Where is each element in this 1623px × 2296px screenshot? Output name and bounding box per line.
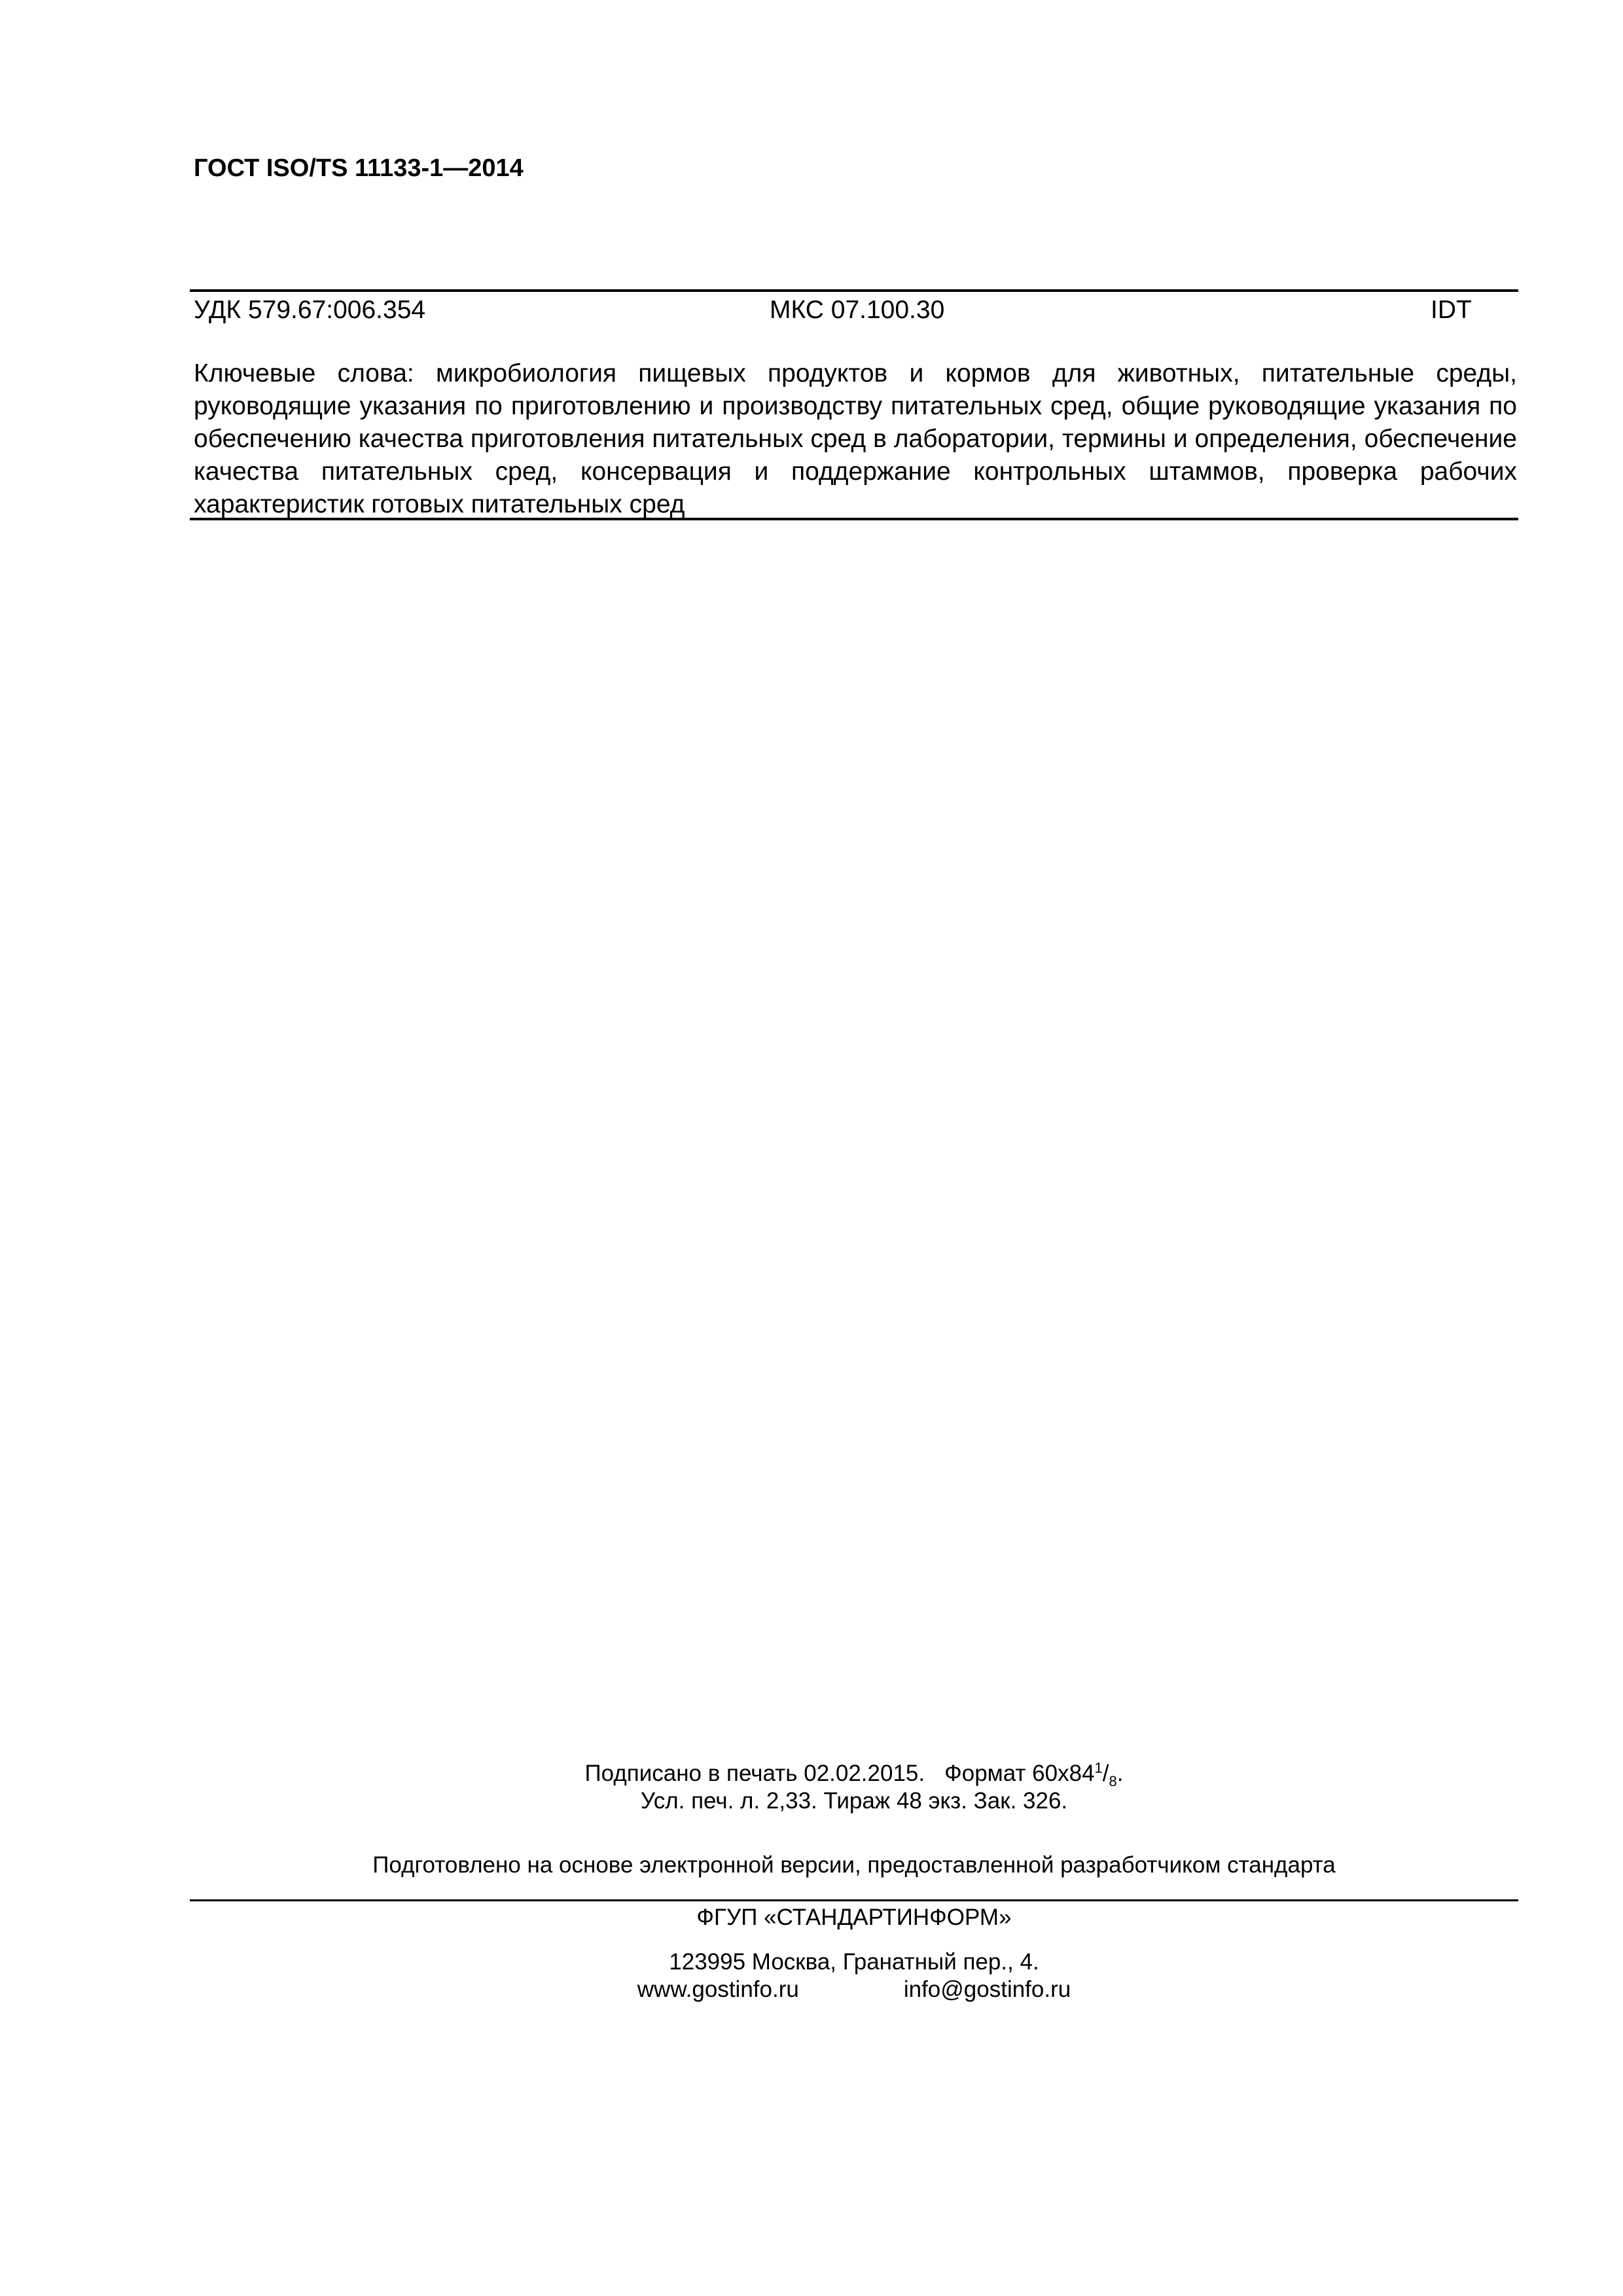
format-tail: . [1116, 1761, 1124, 1786]
top-rule [190, 289, 1518, 292]
mks-code: МКС 07.100.30 [770, 296, 945, 324]
classification-row [194, 296, 1517, 329]
publisher-name: ФГУП «СТАНДАРТИНФОРМ» [696, 1905, 1012, 1930]
format-numerator: 1 [1094, 1759, 1103, 1776]
keywords-paragraph: Ключевые слова: микробиология пищевых продуктов и кормов для животных, питательные среды, руководящие указания по приготовлению и производству питательных сред, общие руководящие указания по обеспечению качества приготовления питательных сред в лаборатории, термины и определения, обеспечение качества питательных сред, консервация и поддержание контрольных штаммов, проверка рабочих характеристик готовых питательных сред [194, 359, 1517, 518]
publisher-contacts [190, 1975, 1518, 2004]
keywords-bottom-rule [190, 518, 1518, 520]
signed-date: Подписано в печать 02.02.2015. [584, 1761, 925, 1786]
format-denominator: 8 [1109, 1773, 1117, 1789]
website-link[interactable]: www.gostinfo.ru [637, 1977, 799, 2002]
paper-format: Формат $60x84^1/_8$. [944, 1759, 1124, 1789]
udc-code: УДК 579.67:006.354 [194, 296, 426, 324]
imprint-signed-line [190, 1759, 1518, 1788]
publisher-address: 123995 Москва, Гранатный пер., 4. [669, 1949, 1039, 1975]
prepared-note: Подготовлено на основе электронной версии, предоставленной разработчиком стандарта [372, 1852, 1336, 1878]
equivalence-code: IDT [1431, 296, 1472, 324]
imprint-rule [190, 1899, 1518, 1901]
email-link[interactable]: info@gostinfo.ru [903, 1977, 1071, 2002]
document-code: ГОСТ ISO/TS 11133-1—2014 [194, 154, 524, 182]
format-label: Формат 60x84 [944, 1761, 1095, 1786]
print-info: Усл. печ. л. 2,33. Тираж 48 экз. Зак. 326. [640, 1788, 1068, 1814]
